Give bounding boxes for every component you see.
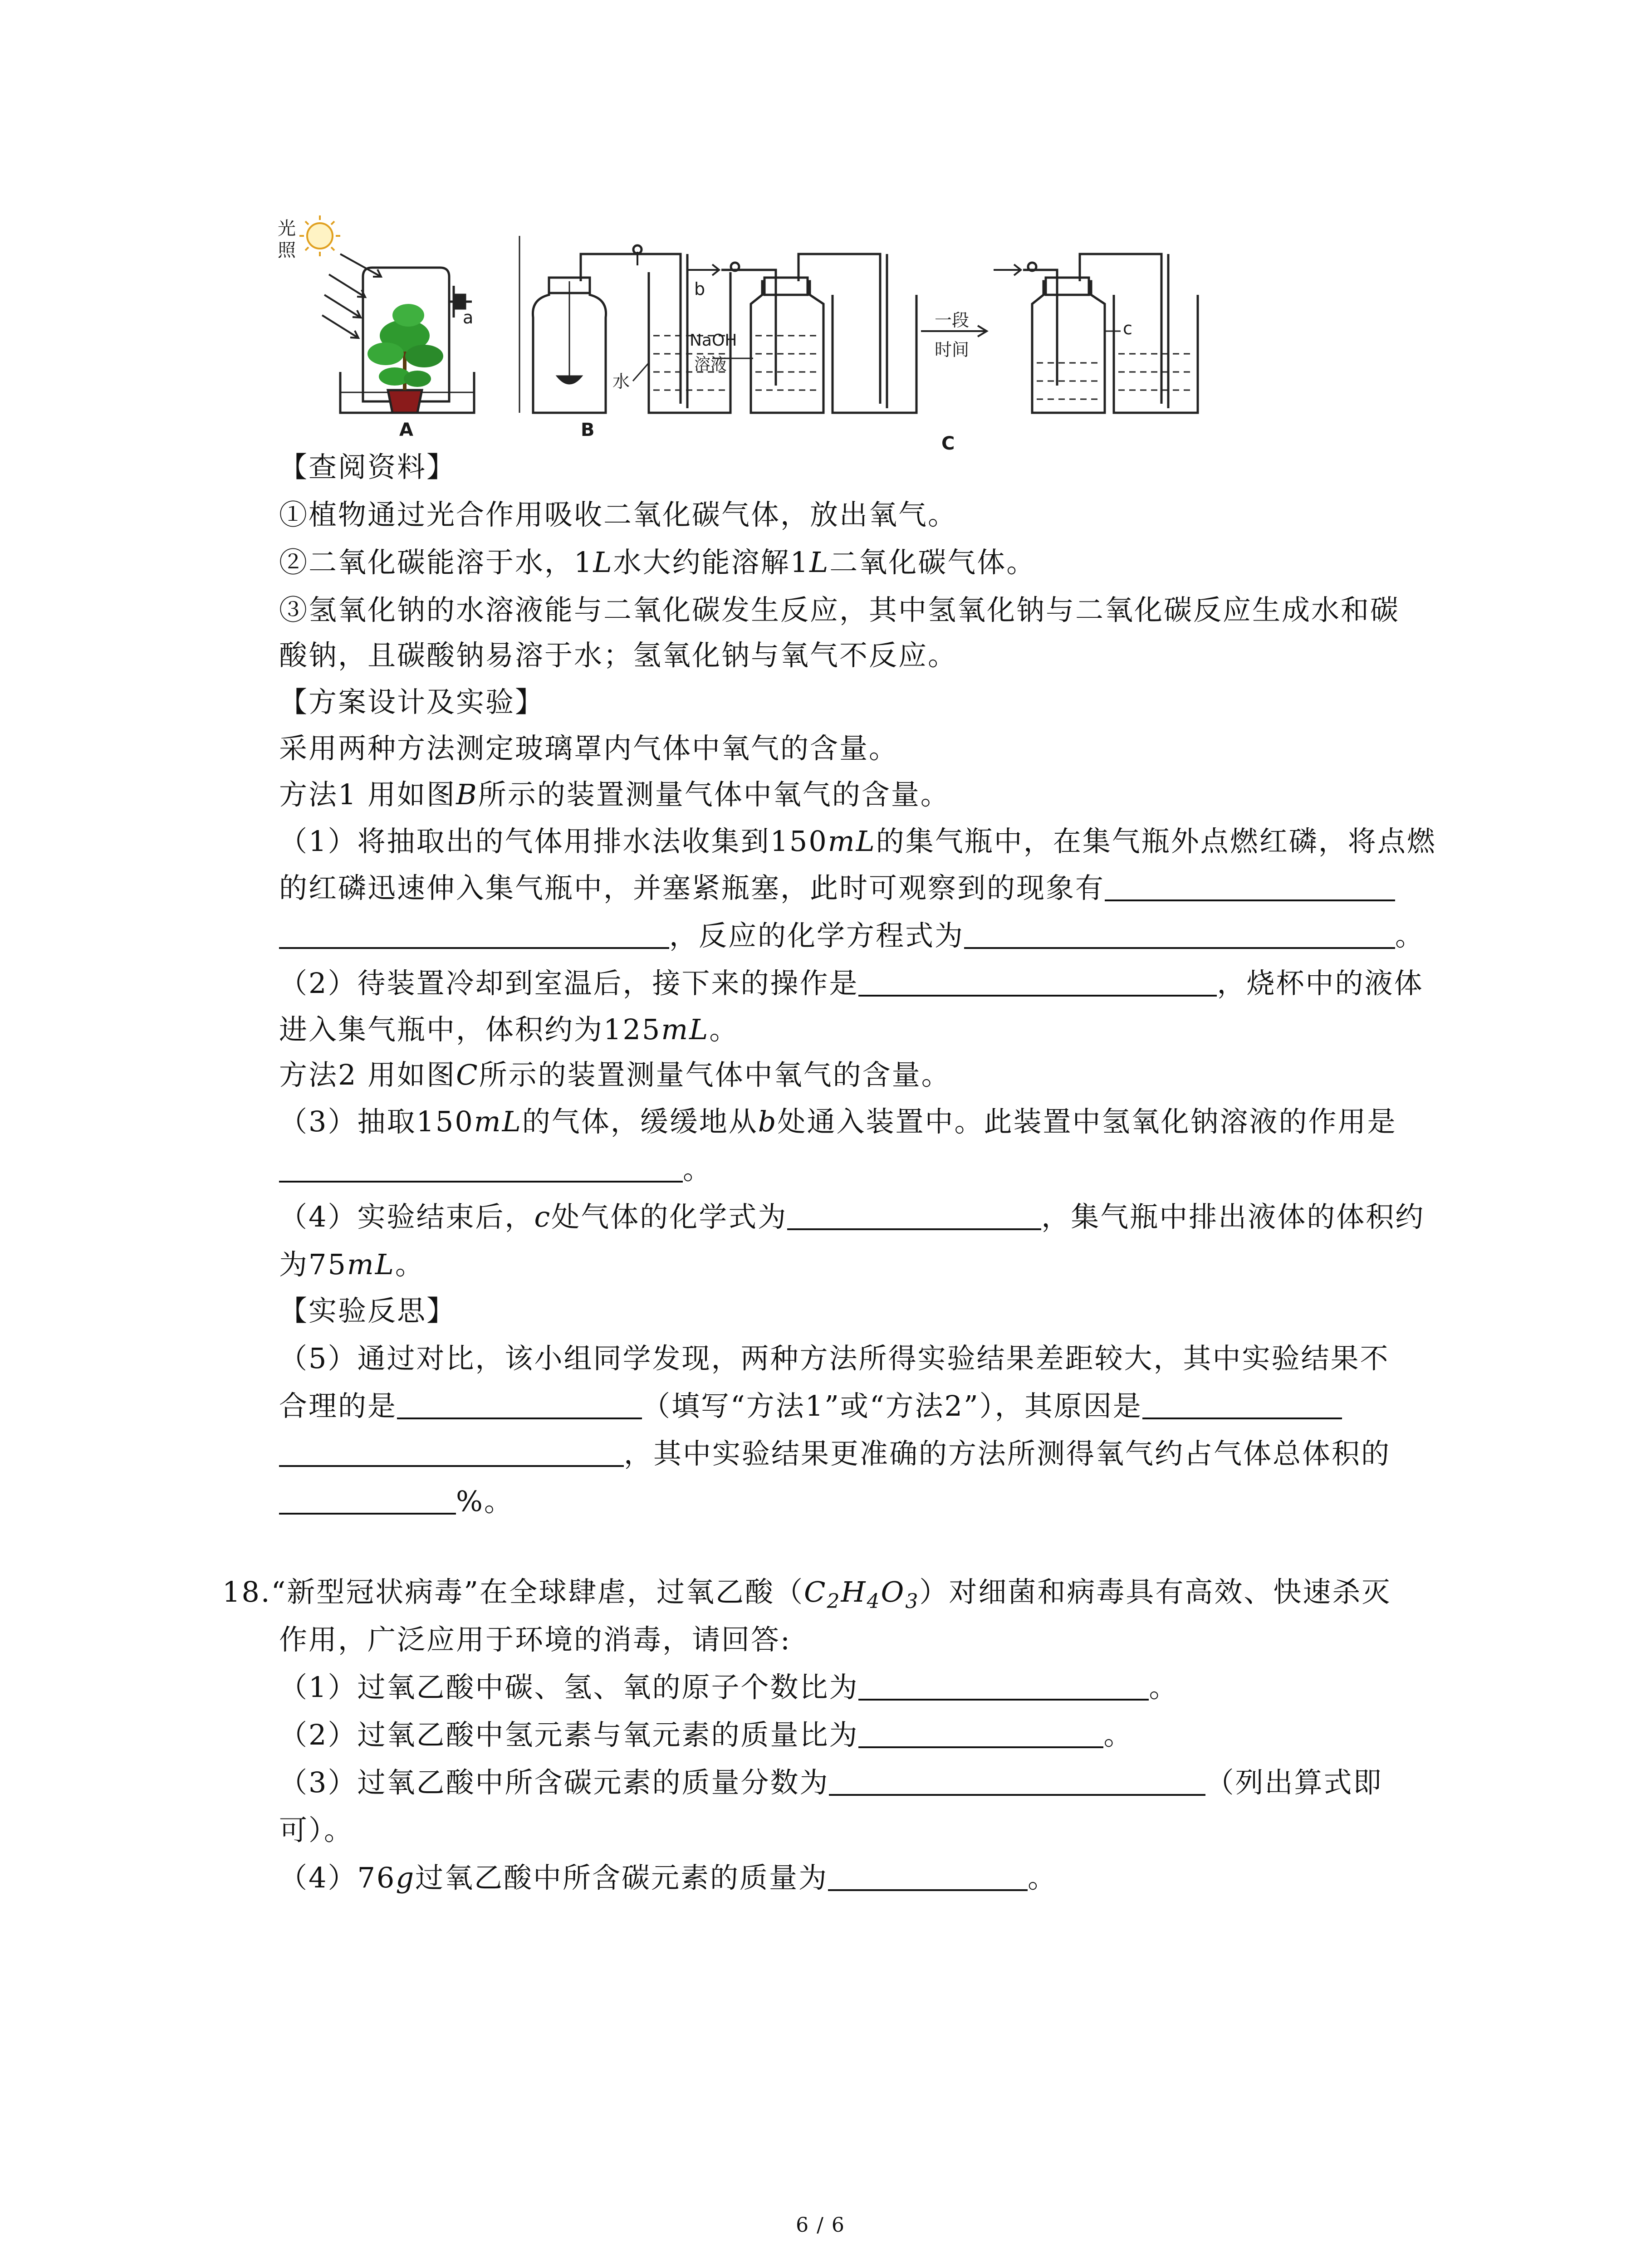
- question-2-cont: 进入集气瓶中，体积约为125mL。: [279, 1013, 739, 1046]
- question-18-2: （2）过氧乙酸中氢元素与氧元素的质量比为 。: [279, 1718, 1133, 1751]
- figure-c-label: C: [941, 433, 955, 454]
- water-label: 水: [612, 371, 630, 391]
- question-5-cont: 合理的是 （填写“方法1”或“方法2”），其原因是: [279, 1388, 1342, 1424]
- question-5-cont2: ，其中实验结果更准确的方法所测得氧气约占气体总体积的: [279, 1436, 1391, 1472]
- heading-reflection: 【实验反思】: [279, 1294, 456, 1327]
- figure-b-label: B: [581, 420, 595, 440]
- answer-blank-18-1[interactable]: [858, 1672, 1149, 1701]
- page-number: 6 / 6: [796, 2214, 845, 2237]
- question-18-3-cont: 可）。: [279, 1813, 354, 1847]
- sun-icon: [299, 215, 340, 256]
- question-5-cont3: %。: [279, 1483, 514, 1520]
- method-2: 方法2 用如图C所示的装置测量气体中氧气的含量。: [279, 1058, 951, 1091]
- question-3: （3）抽取150mL的气体，缓缓地从b处通入装置中。此装置中氢氧化钠溶液的作用是: [279, 1105, 1397, 1138]
- question-18: 18.“新型冠状病毒”在全球肆虐，过氧乙酸$(C_2H_4O_3)$对细菌和病毒具有高效、快速杀灭: [222, 1575, 1391, 1613]
- wait-label-2: 时间: [935, 340, 970, 360]
- question-4: （4）实验结束后，c处气体的化学式为 ，集气瓶中排出液体的体积约: [279, 1200, 1425, 1233]
- answer-blank-3[interactable]: [279, 1154, 683, 1183]
- valve-a-label: a: [463, 308, 474, 327]
- question-1-cont2: ，反应的化学方程式为 。: [279, 918, 1425, 954]
- reference-3: ③氢氧化钠的水溶液能与二氧化碳发生反应，其中氢氧化钠与二氧化碳反应生成水和碳: [279, 593, 1400, 626]
- wait-label-1: 一段: [935, 310, 970, 330]
- apparatus-c-right: [994, 254, 1198, 413]
- heading-references: 【查阅资料】: [279, 450, 456, 484]
- question-1-cont: 的红磷迅速伸入集气瓶中，并塞紧瓶塞，此时可观察到的现象有: [279, 870, 1395, 906]
- light-label-1: 光: [278, 218, 296, 239]
- reference-1: ①植物通过光合作用吸收二氧化碳气体，放出氧气。: [279, 498, 958, 531]
- answer-blank-18-4[interactable]: [828, 1863, 1028, 1891]
- question-5: （5）通过对比，该小组同学发现，两种方法所得实验结果差距较大，其中实验结果不: [279, 1342, 1390, 1375]
- answer-blank-5d[interactable]: [279, 1486, 456, 1515]
- question-18-3: （3）过氧乙酸中所含碳元素的质量分数为 （列出算式即: [279, 1766, 1383, 1799]
- answer-blank-18-3[interactable]: [829, 1768, 1205, 1796]
- heading-design: 【方案设计及实验】: [279, 685, 545, 719]
- method-1: 方法1 用如图B所示的装置测量气体中氧气的含量。: [279, 778, 950, 811]
- question-1: （1）将抽取出的气体用排水法收集到150mL的集气瓶中，在集气瓶外点燃红磷，将点燃: [279, 825, 1436, 858]
- question-2: （2）待装置冷却到室温后，接下来的操作是 ，烧杯中的液体: [279, 967, 1424, 1000]
- light-label-2: 照: [278, 240, 296, 261]
- point-c-label: c: [1123, 318, 1132, 338]
- answer-blank-2[interactable]: [858, 968, 1217, 997]
- apparatus-figure: [272, 200, 1202, 454]
- answer-blank-5c[interactable]: [279, 1439, 624, 1467]
- question-18-1: （1）过氧乙酸中碳、氢、氧的原子个数比为 。: [279, 1671, 1179, 1704]
- naoh-label-2: 溶液: [694, 355, 727, 374]
- apparatus-a: [340, 268, 474, 413]
- apparatus-diagram: [272, 200, 1202, 454]
- answer-blank-5a[interactable]: [397, 1391, 642, 1419]
- reference-3-cont: 酸钠，且碳酸钠易溶于水；氢氧化钠与氧气不反应。: [279, 639, 958, 672]
- answer-blank-4[interactable]: [787, 1202, 1041, 1230]
- question-18-4: （4）76g过氧乙酸中所含碳元素的质量为 。: [279, 1861, 1058, 1894]
- answer-blank-1a[interactable]: [1105, 873, 1395, 901]
- answer-blank-18-2[interactable]: [858, 1720, 1103, 1748]
- reference-2: ②二氧化碳能溶于水，1L水大约能溶解1L二氧化碳气体。: [279, 546, 1036, 579]
- question-3-cont: 。: [279, 1151, 712, 1188]
- inlet-b-label: b: [694, 279, 705, 299]
- question-18-cont: 作用，广泛应用于环境的消毒，请回答:: [279, 1623, 791, 1656]
- answer-blank-1b[interactable]: [279, 921, 669, 949]
- answer-blank-1c[interactable]: [964, 921, 1395, 949]
- answer-blank-5b[interactable]: [1142, 1391, 1342, 1419]
- figure-a-label: A: [399, 420, 413, 440]
- naoh-label-1: NaOH: [690, 331, 737, 350]
- question-4-cont: 为75mL。: [279, 1248, 425, 1281]
- design-intro: 采用两种方法测定玻璃罩内气体中氧气的含量。: [279, 732, 899, 765]
